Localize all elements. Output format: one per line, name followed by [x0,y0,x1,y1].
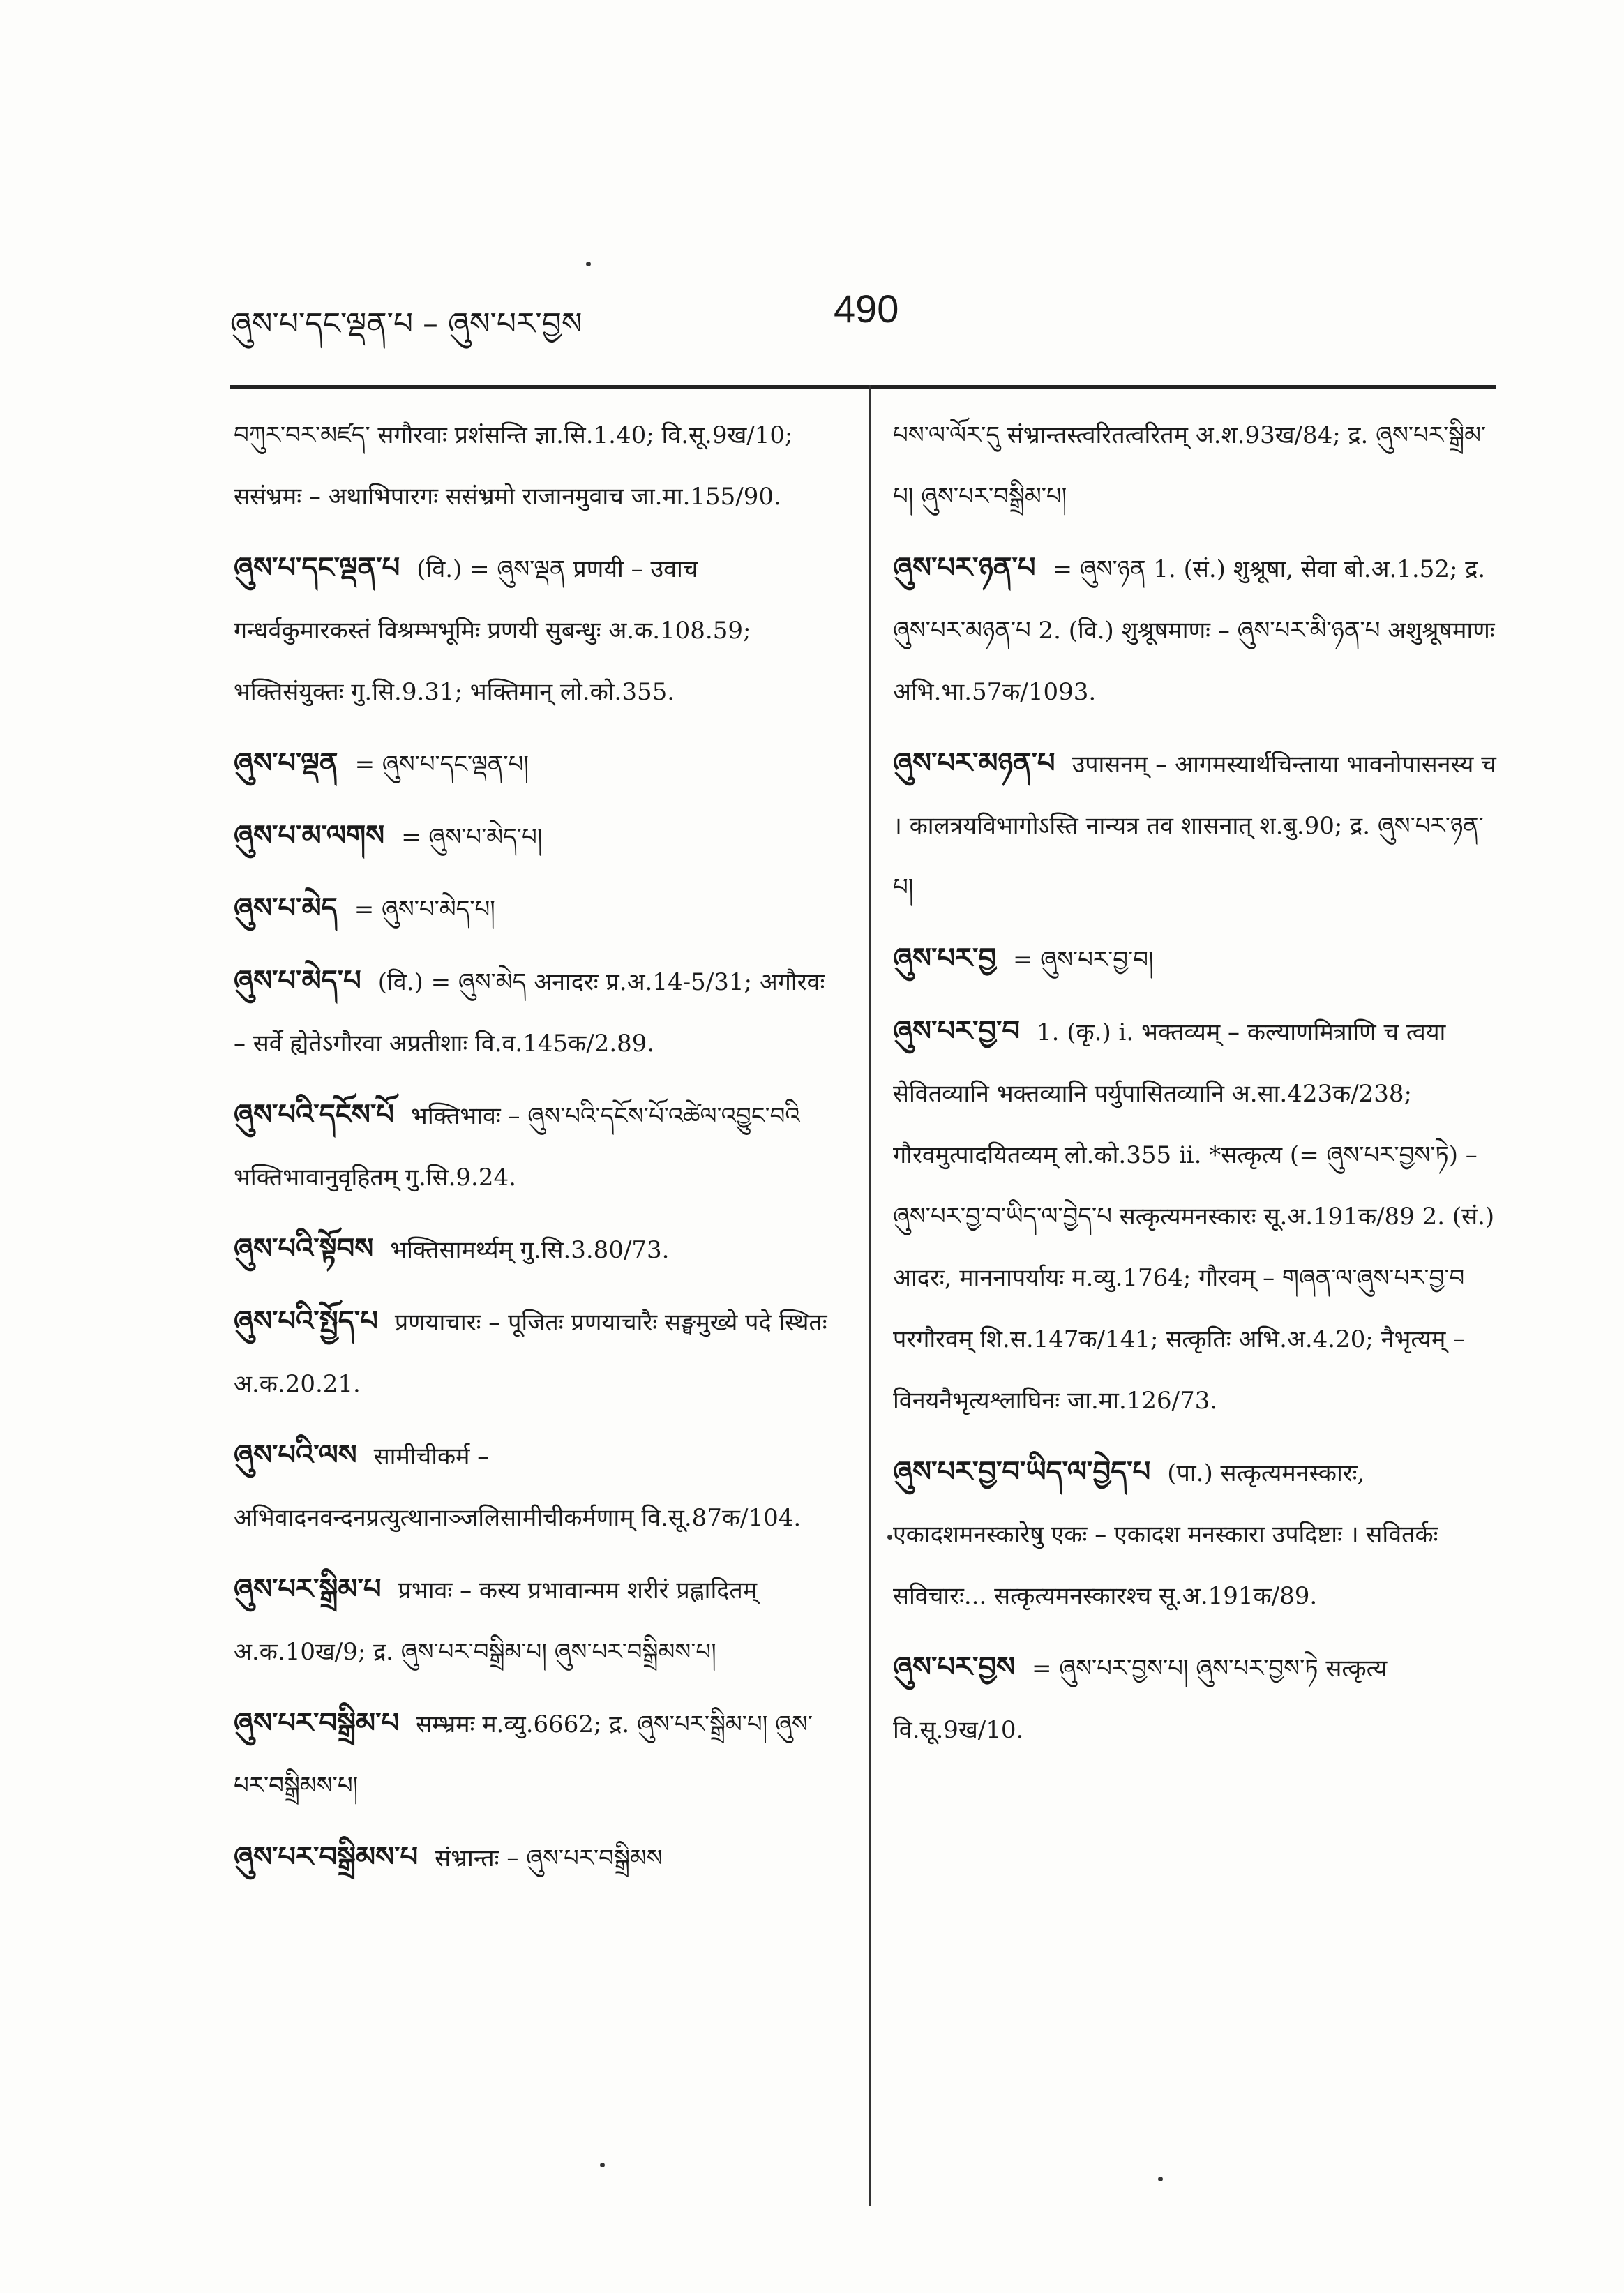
entry-headword: ཞུས་པར་བྱ [893,942,996,975]
entry-definition: सम्भ्रमः म.व्यु.6662; द्र. ཞུས་པར་སྒྲིམ་པ། ཞུས་པར་བསྒྲིམས་པ། [234,1711,813,1800]
entry-headword: ཞུས་པར་ཉན་པ [893,552,1036,584]
entry-headword: ཞུས་པའི་ལས [234,1439,357,1471]
entry-definition: = ཞུས་པ་མེད་པ། [401,823,543,851]
dictionary-entry [234,1424,837,1549]
scan-speck [586,262,591,266]
entry-headword: ཞུས་པ་མེད་པ [234,965,361,997]
column-divider [869,385,871,2206]
scan-speck [887,1535,892,1540]
entry-headword: ཞུས་པར་སྒྲིམ་པ [234,1573,382,1605]
entry-definition: प्रणयाचारः – पूजितः प्रणयाचारैः सङ्घमुख्ये पदे स्थितः अ.क.20.21. [234,1309,827,1398]
entry-headword: ཞུས་པར་བྱ་བ་ཡིད་ལ་བྱེད་པ [893,1456,1151,1488]
dictionary-entry [893,405,1496,527]
entry-headword: ཞུས་པ་ལྡན [234,747,338,779]
entry-definition: (पा.) सत्कृत्यमनस्कारः, एकादशमनस्कारेषु एकः – एकादश मनस्कारा उपदिष्टाः । सवितर्कः सविचारः... सत्कृत्यमनस्कारश्च सू.अ.191क/89. [893,1459,1438,1610]
dictionary-entry [234,805,837,868]
entry-definition: (वि.) = ཞུས་ལྡན प्रणयी – उवाच गन्धर्वकुमारकस्तं विश्रम्भभूमिः प्रणयी सुबन्धुः अ.क.108.59; भक्तिसंयुक्तः गु.सि.9.31; भक्तिमान् लो.को.355. [234,555,751,706]
entry-headword: ཞུས་པ་མ་ལགས [234,820,385,852]
running-head: ཞུས་པ་དང་ལྡན་པ – ཞུས་པར་བྱས [230,306,582,342]
scan-speck [1158,2177,1163,2181]
entry-definition: उपासनम् – आगमस्यार्थचिन्ताया भावनोपासनस्य च । कालत्रयविभागोऽस्ति नान्यत्र तव शासनात् श.बु.90; द्र. ཞུས་པར་ཉན་པ། [893,751,1496,901]
entry-definition: པས་ལ་ལོར་དུ संभ्रान्तस्त्वरितत्वरितम् अ.श.93ख/84; द्र. ཞུས་པར་སྒྲིམ་པ། ཞུས་པར་བསྒྲིམ་པ། [893,421,1487,511]
entry-definition: भक्तिभावः – ཞུས་པའི་དངོས་པོ་འཚེལ་འབྱུང་བའི भक्तिभावानुवृहितम् गु.सि.9.24. [234,1102,800,1191]
entry-definition: = ཞུས་པར་བྱས་པ། ཞུས་པར་བྱས་ཏེ सत्कृत्य वि.सू.9ख/10. [893,1655,1388,1744]
dictionary-entry [234,1084,837,1208]
scan-speck [600,2163,605,2167]
entry-definition: संभ्रान्तः – ཞུས་པར་བསྒྲིམས [435,1844,663,1872]
entry-headword: ཞུས་པར་བྱ་བ [893,1015,1021,1047]
dictionary-entry [234,950,837,1074]
dictionary-entry [234,405,837,527]
entry-headword: ཞུས་པར་མཉན་པ [893,747,1055,779]
entry-headword: ཞུས་པའི་དངོས་པོ [234,1099,394,1131]
entry-headword: ཞུས་པའི་སྟོབས [234,1233,374,1265]
dictionary-entry [234,1826,837,1889]
entry-definition: = ཞུས་ཉན 1. (सं.) शुश्रूषा, सेवा बो.अ.1.52; द्र. ཞུས་པར་མཉན་པ 2. (वि.) शुश्रूषमाणः – ཞུས་པར་མི་ཉན་པ अशुश्रूषमाणः अभि.भा.57क/1093. [893,555,1495,706]
dictionary-entry [234,1218,837,1281]
entry-headword: ཞུས་པར་བྱས [893,1651,1015,1683]
entry-headword: ཞུས་པ་དང་ལྡན་པ [234,552,400,584]
entry-definition: = ཞུས་པར་བྱ་བ། [1013,946,1154,974]
dictionary-entry [893,732,1496,918]
dictionary-entry [893,1441,1496,1627]
entry-definition: = ཞུས་པ་མེད་པ། [354,896,495,924]
entry-headword: ཞུས་པའི་སྤྱོད་པ [234,1305,378,1337]
dictionary-entry [893,928,1496,991]
entry-definition: (वि.) = ཞུས་མེད अनादरः प्र.अ.14-5/31; अगौरवः – सर्वे ह्येतेऽगौरवा अप्रतीशाः वि.व.145क/2.89. [234,968,825,1058]
entry-headword: ཞུས་པར་བསྒྲིམས་པ [234,1841,419,1873]
left-column [234,405,837,1899]
entry-definition: 1. (कृ.) i. भक्तव्यम् – कल्याणमित्राणि च त्वया सेवितव्यानि भक्तव्यानि पर्युपासितव्यानि अ.सा.423क/238; गौरवमुत्पादयितव्यम् लो.को.355 ii. *सत्कृत्य (= ཞུས་པར་བྱས་ཏེ) – ཞུས་པར་བྱ་བ་ཡིད་ལ་བྱེད་པ सत्कृत्यमनस्कारः सू.अ.191क/89 2. (सं.) आदरः, माननापर्यायः म.व्यु.1764; गौरवम् – གཞན་ལ་ཞུས་པར་བྱ་བ परगौरवम् शि.स.147क/141; सत्कृतिः अभि.अ.4.20; नैभृत्यम् – विनयनैभृत्यश्लाघिनः जा.मा.126/73. [893,1018,1495,1415]
entry-headword: ཞུས་པ་མེད [234,892,338,924]
dictionary-entry [893,1000,1496,1431]
entry-definition: सामीचीकर्म – अभिवादनवन्दनप्रत्युत्थानाञ्जलिसामीचीकर्मणाम् वि.सू.87क/104. [234,1443,802,1532]
dictionary-entry [234,537,837,723]
dictionary-entry [234,878,837,940]
entry-definition: བཀུར་བར་མཛད་ सगौरवाः प्रशंसन्ति ज्ञा.सि.1.40; वि.सू.9ख/10; ससंभ्रमः – अथाभिपारगः ससंभ्रमो राजानमुवाच जा.मा.155/90. [234,421,793,511]
entry-definition: = ཞུས་པ་དང་ལྡན་པ། [354,751,529,779]
entry-headword: ཞུས་པར་བསྒྲིམ་པ [234,1707,400,1739]
right-column [893,405,1496,1771]
dictionary-entry [234,732,837,795]
entry-definition: भक्तिसामर्थ्यम् गु.सि.3.80/73. [390,1236,670,1264]
dictionary-entry [234,1558,837,1683]
page-number: 490 [834,287,899,331]
entry-definition: प्रभावः – कस्य प्रभावान्मम शरीरं प्रह्लादितम् अ.क.10ख/9; द्र. ཞུས་པར་བསྒྲིམ་པ། ཞུས་པར་བསྒྲིམས་པ། [234,1577,758,1666]
dictionary-entry [893,537,1496,723]
header-rule [230,385,1496,389]
dictionary-entry [234,1291,837,1415]
dictionary-entry [234,1692,837,1817]
dictionary-entry [893,1637,1496,1761]
